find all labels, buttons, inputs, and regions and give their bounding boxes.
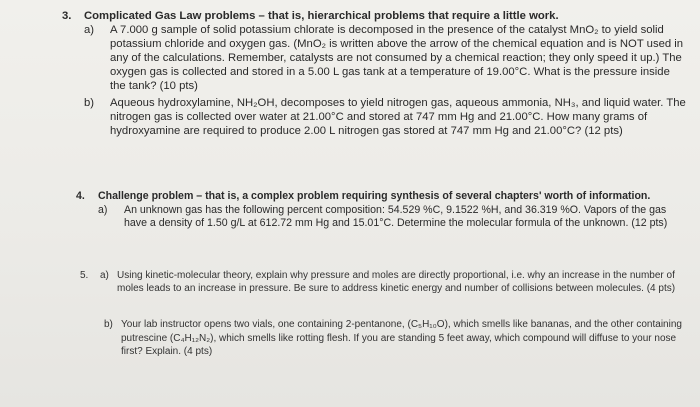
question-5a <box>100 269 685 295</box>
question-3a-label: a) <box>84 24 95 37</box>
question-5-number: 5. <box>80 270 89 281</box>
question-4a-text: An unknown gas has the following percent composition: 54.529 %C, 9.1522 %H, and 36.319 %O. Vapors of the gas have a density of 1.50 g/L at 612.72 mm Hg and 15.01°C. Determine the molecular formula of the unknown. (12 pts) <box>124 203 668 230</box>
question-3b <box>84 96 687 138</box>
question-4a-label: a) <box>98 203 108 216</box>
question-5a-text: Using kinetic-molecular theory, explain why pressure and moles are directly proportional, i.e. why an increase in the number of moles leads to an increase in pressure. Be sure to address kinetic energy and number of collisions between molecules. (4 pts) <box>117 270 676 295</box>
question-3-number: 3. <box>62 10 72 22</box>
question-5b-text: Your lab instructor opens two vials, one containing 2-pentanone, (C₅H₁₀O), which smells like bananas, and the other containing putrescine (C₄H₁₂N₂), which smells like rotting flesh. If you are standing 5 feet away, which compound will diffuse to your nose first? Explain. (4 pts) <box>121 319 682 357</box>
question-3a <box>84 23 687 93</box>
question-5b-label: b) <box>104 319 113 331</box>
question-5b <box>104 318 685 358</box>
question-5 <box>80 269 685 358</box>
question-5a-label: a) <box>100 270 109 281</box>
question-3-heading: Complicated Gas Law problems – that is, hierarchical problems that require a little work. <box>84 10 559 22</box>
question-3a-text: A 7.000 g sample of solid potassium chlorate is decomposed in the presence of the catalyst MnO₂ to yield solid potassium chloride and oxygen gas. (MnO₂ is written above the arrow of the chemical equation and is NOT used in any of the calculations. Remember, catalysts are not consumed by a chemical reaction; they only speed it up.) The oxygen gas is collected and stored in a 5.00 L gas tank at a temperature of 19.00°C. What is the pressure inside the tank? (10 pts) <box>110 24 684 93</box>
question-4 <box>76 190 686 231</box>
question-3b-text: Aqueous hydroxylamine, NH₂OH, decomposes to yield nitrogen gas, aqueous ammonia, NH₃, and liquid water. The nitrogen gas is collected over water at 21.00°C and stored at 747 mm Hg and 21.00°C. How many grams of hydroxyamine are required to produce 2.00 L nitrogen gas stored at 747 mm Hg and 21.00°C? (12 pts) <box>110 96 686 137</box>
question-3b-label: b) <box>84 96 95 109</box>
question-4a <box>98 204 686 231</box>
question-4-heading: Challenge problem – that is, a complex problem requiring synthesis of several chapters' worth of information. <box>98 190 651 202</box>
question-3 <box>62 9 687 138</box>
question-4-number: 4. <box>76 190 85 202</box>
